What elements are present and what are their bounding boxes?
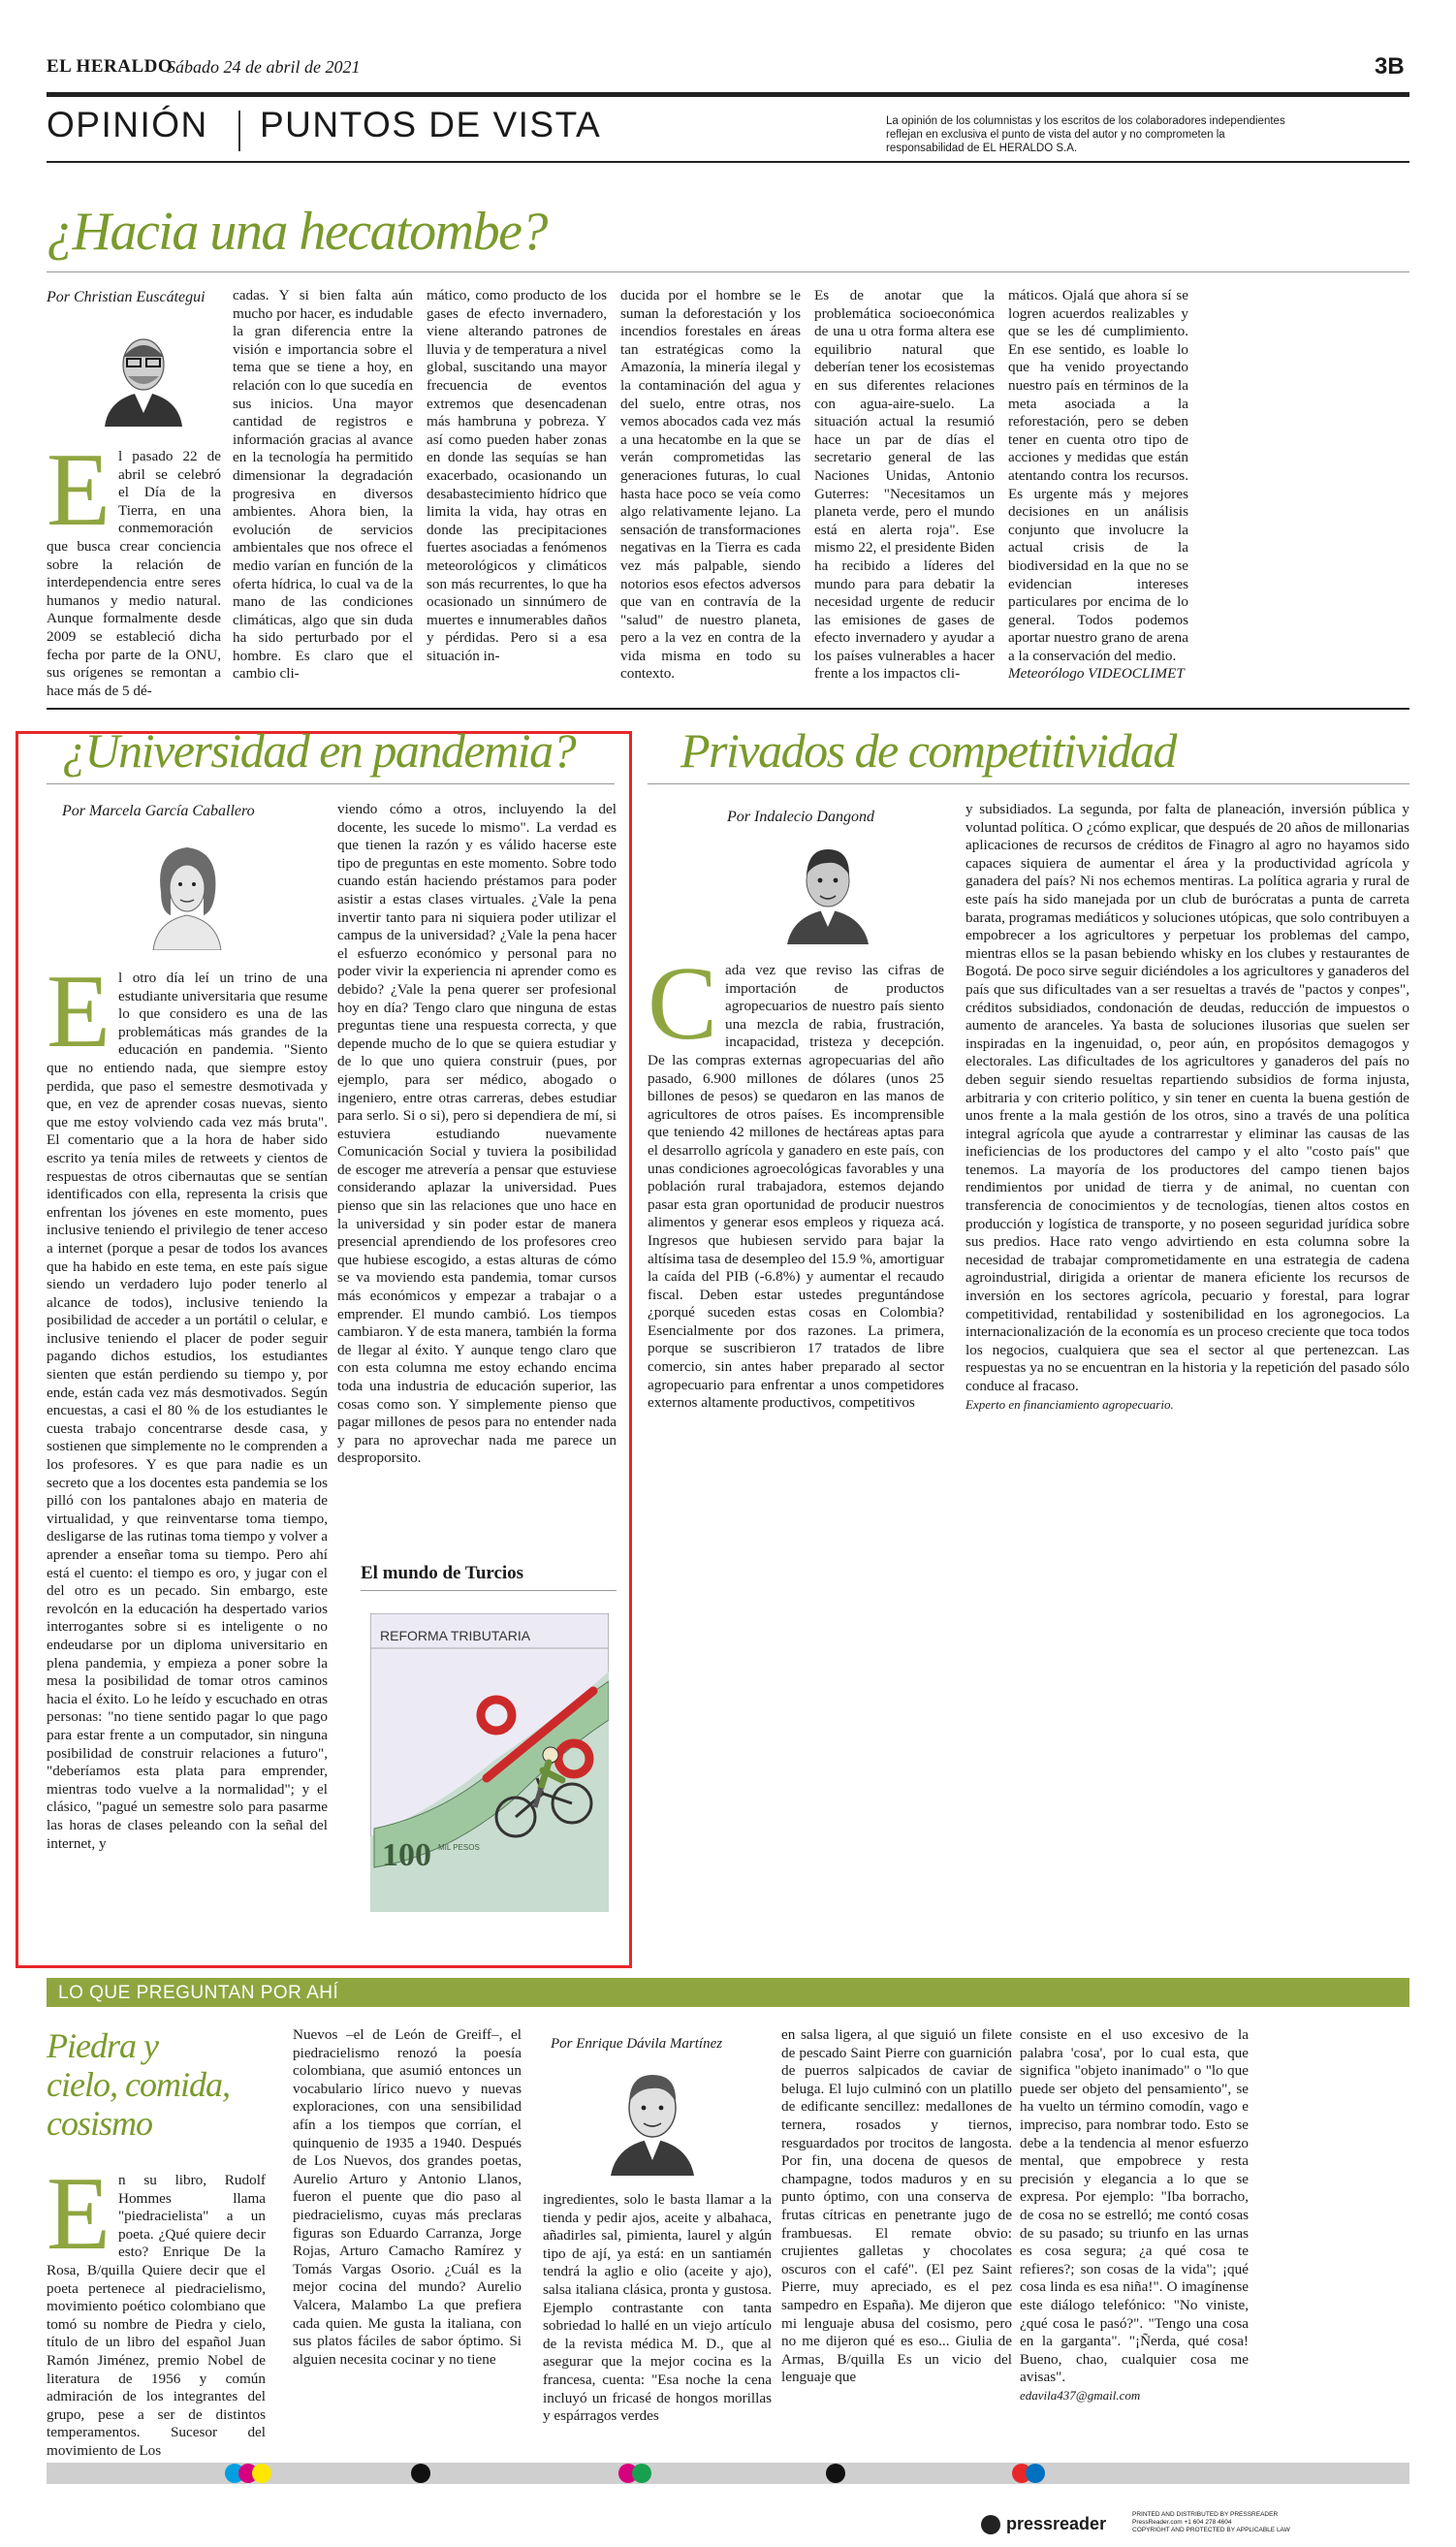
section-rule (47, 161, 1409, 163)
page-number: 3B (1375, 53, 1405, 80)
author-portrait-dangond (779, 836, 876, 944)
article1-title: ¿Hacia una hecatombe? (47, 202, 547, 262)
article2-dropcap: E (47, 954, 111, 1069)
article3-rule (648, 783, 1409, 784)
article3-column-1: C ada vez que reviso las cifras de importación de productos agropecuarios de nuestro país siento una mezcla de rabia, frustración, incapacidad, tristeza y decepción. De las compras externas agropecuarias del año pasado, 6.900 millones de dólares (unos 25 billones de pesos) se quedaron en las manos de agricultores de otros países. Es incomprensible que teniendo 42 millones de hectáreas aptas para el desarrollo agrícola y ganadero en este país, con unas condiciones agroecológicas favorables y una población rural trabajadora, estemos dejando pasar esta gran oportunidad de producir nuestros alimentos y generar esos empleos y riqueza acá. Ingresos que hubiesen servido para bajar la altísima tasa de desempleo del 15.9 %, amortiguar la caída del PIB (-6.8%) y aumentar el recaudo fiscal. Deben estar ustedes preguntándose ¿porqué suceden estas cosas en Colombia? Esencialmente por dos razones. La primera, porque se suscribieron 17 tratados de libre comercio, sin antes haber preparado al sector agropecuario para enfrentar a unos competidores externos altamente productivos, competitivos (648, 946, 944, 1412)
article2-title: ¿Universidad en pandemia? (62, 723, 576, 778)
svg-text:100: 100 (382, 1837, 431, 1873)
cartoon-rule (361, 1590, 617, 1591)
section-band-label: LO QUE PREGUNTAN POR AHÍ (58, 1983, 339, 2003)
article1-column-4: ducida por el hombre se le suman la deforestación y los incendios forestales en áreas tan estratégicas como la Amazonía, la minería ilegal y la contaminación del agua y del suelo, entre otras, nos vemos abocados cada vez más a una hecatombe en la que se verán comprometidas las generaciones futuras, lo cual hasta hace poco se veía como algo relativamente lejano. La sensación de transformaciones negativas en la Tierra es cada vez más palpable, siendo notorios esos efectos adversos que van en contravía de la "salud" de nuestro planeta, pero a la vez en contra de la vida misma en todo su contexto. (620, 287, 801, 683)
article4-column-1: E n su libro, Rudolf Hommes llama "piedracielista" a un poeta. ¿Qué quiere decir esto? Enrique De la Rosa, B/quilla Quiere decir que el poeta pertenece al piedracielismo, movimiento poético colombiano que tomó su nombre de Piedra y cielo, título de un libro del español Juan Ramón Jiménez, premio Nobel de literatura de 1956 y común admiración de los integrantes del grupo, pese a ser de distintos temperamentos. Sucesor del movimiento de Los (47, 2156, 266, 2459)
cartoon-title: El mundo de Turcios (361, 1563, 524, 1583)
article1-column-2: cadas. Y si bien falta aún mucho por hacer, es indudable la gran diferencia entre la visión e importancia sobre el tema que se tiene a hoy, en relación con lo que sucedía en sus inicios. Una mayor cantidad de registros e información gracias al avance en la tecnología ha permitido dimensionar la degradación progresiva en diversos ambientes. Ahora bien, la evolución de servicios ambientales que nos ofrece el medio varían en función de la oferta hídrica, lo cual va de la mano de las condiciones climáticas, algo que sin duda ha sido perturbado por el hombre. Es claro que el cambio cli- (233, 287, 413, 683)
article4-column-2: Nuevos –el de León de Greiff–, el piedracielismo renozó la poesía colombiana, que asumió entonces un vocabulario lírico nuevo y nuevas exploraciones, con una sensibilidad afín a los tiempos que corrían, el quinquenio de 1935 a 1940. Después de Los Nuevos, dos grandes poetas, Aurelio Arturo y Antonio Llanos, fueron el puente que dio paso al piedracielismo, cuyas más preclaras figuras son Eduardo Carranza, Jorge Rojas, Arturo Camacho Ramírez y Tomás Vargas Osorio. ¿Cuál es la mejor cocina del mundo? Aurelio Valcera, Malambo La que prefiera cada quien. Me gusta la italiana, con sus platos fáciles de sabor óptimo. Si alguien necesita cocinar y no tiene (293, 2026, 522, 2368)
author-portrait-euscategui (95, 320, 192, 427)
article3-title: Privados de competitividad (681, 723, 1176, 778)
author-email: edavila437@gmail.com (1020, 2387, 1141, 2403)
svg-text:REFORMA TRIBUTARIA: REFORMA TRIBUTARIA (380, 1628, 531, 1643)
article2-column-2: viendo cómo a otros, incluyendo la del docente, les sucede lo mismo". La verdad es que tienen la razón y es válido hacerse este tipo de preguntas en este momento. Sobre todo cuando están haciendo préstamos para poder asistir a estas clases virtuales. ¿Vale la pena invertir tanto para ni siquiera poder utilizar el campus de la universidad? ¿Vale la pena hacer el esfuerzo económico y personal para no poder vivir la experiencia ni aprender como es debido? ¿Vale la pena querer ser profesional hoy en día? Tengo claro que ninguna de estas preguntas tiene una respuesta correcta, y que depende mucho de lo que se quiera estudiar y de lo que uno quiera construir (pues, por ejemplo, para ser médico, abogado o ingeniero, entre otras carreras, debes estudiar para serlo. Si o si), pero si dependiera de mí, si estuviera estudiando nuevamente Comunicación Social y tuviera la posibilidad de escoger me atrevería a pensar que estuviese considerando aplazar la universidad. Pues pienso que sin las relaciones que uno hace en la universidad y sin poder estar de manera presencial aprendiendo de los profesores creo que hubiese escogido, a estas alturas de cómo se va moviendo esta pandemia, tomar cursos más económicos y empezar a trabajar o a emprender. El mundo cambió. Los tiempos cambiaron. Y de esta manera, también la forma de llegar al éxito. Y aunque tengo claro que con esta columna me estoy echando encima toda una industria de educación superior, las cosas como son. Y simplemente pienso que pagar millones de pesos para no entender nada y para no aprovechar nada me parece un desproporsito. (337, 801, 617, 1467)
article4-column-5: consiste en el uso excesivo de la palabra 'cosa', por lo cual esta, que significa "objeto inanimado" o "lo que puede ser objeto del pensamiento", se ha vuelto un término comodín, vago e impreciso, para nombrar todo. Esto se debe a la tendencia al menor esfuerzo mental, que empobrece y resta precisión y elegancia a lo que se expresa. Por ejemplo: "Iba borracho, de cosa no se estrelló; me contó cosas de su pasado; su triunfo en las urnas es cosa segura; ¿a qué cosa te refieres?; son cosas de la vida"; ¡qué cosa linda es esa niña!". O imagínense este diálogo telefónico: "No viniste, ¿qué cosa le pasó?". "Tengo una cosa en la garganta". "¡Ñerda, qué cosa! Bueno, chao, cualquier cosa me avisas". edavila437@gmail.com (1020, 2026, 1249, 2403)
article1-column-3: mático, como producto de los gases de efecto invernadero, viene alterando patrones de lluvia y de temperatura a nivel global, suscitando una mayor frecuencia de eventos extremos que desencadenan más hambruna y pobreza. Y así como pueden haber zonas en donde las sequías se han exacerbado, ocasionando un desabastecimiento hídrico que limita la vida, hay otras en donde las precipitaciones fuertes asociadas a fenómenos meteorológicos y climáticos son más recurrentes, lo que ha ocasionado un sinnúmero de muertes e innumerables daños y pérdidas. Pero si a esa situación in- (427, 287, 607, 664)
article4-byline: Por Enrique Dávila Martínez (551, 2036, 723, 2052)
masthead-rule (47, 92, 1409, 97)
article2-top-rule (47, 708, 1409, 710)
article3-signature: Experto en financiamiento agropecuario. (965, 1396, 1174, 1412)
section-divider (238, 111, 240, 151)
article1-rule (47, 271, 1409, 272)
article1-byline: Por Christian Euscátegui (47, 289, 206, 305)
paper-name: EL HERALDO (47, 56, 174, 77)
article4-column-3: ingredientes, solo le basta llamar a la tienda y pedir ajos, aceite y albahaca, añadirles sal, pimienta, laurel y algún tipo de ají, ya está: en un santiamén tendrá la aglio e olio (aceite y ajo), salsa italiana clásica, pronta y gustosa. Ejemplo contrastante con tanta sobriedad lo hallé en un viejo artículo de la revista médica M. D., que al asegurar que la mejor cocina es la francesa, cuenta: "Esa noche la cena incluyó un fricasé de hongos morillas y espárragos verdes (543, 2191, 772, 2425)
subsection-title: PUNTOS DE VISTA (260, 105, 602, 144)
cartoon-illustration (370, 1613, 609, 1912)
author-portrait-davila (599, 2059, 706, 2176)
section-title: OPINIÓN (47, 105, 208, 144)
register-dot-yellow (252, 2464, 271, 2483)
article4-column-4: en salsa ligera, al que siguió un filete de pescado Saint Pierre con guarnición de puerros salpicados de caviar de beluga. El lujo culminó con un platillo de edificante sencillez: medallones de ternera, rosados y tiernos, resguardados por trocitos de langosta. Por fin, una docena de quesos de champagne, todos maduros y en su punto óptimo, con una conserva de frutas cítricas en penetrante jugo de frambuesas. El remate obvio: crujientes galletas y chocolates oscuros con el café". (El pez Saint Pierre, muy apreciado, es el pez sampedro en España). Me dijeron que mi lenguaje abusa del cosismo, pero no me dijeron qué es eso... Giulia de Armas, B/quilla Es un vicio del lenguaje que (781, 2026, 1012, 2386)
article2-column-1: E l otro día leí un trino de una estudiante universitaria que resume lo que considero es una de las problemáticas más grandes de la educación en pandemia. "Siento que no entiendo nada, que siempre estoy perdida, que paso el semestre desmotivada y que, en vez de aprender cosas nuevas, siento que me estoy volviendo cada vez más bruta". El comentario que a la hora de haber sido escrito ya tenía miles de retweets y cientos de respuestas de otros cibernautas que se sentían identificados con ella, representa la crisis que enfrentan los jóvenes en este momento, pues inclusive teniendo el privilegio de tener acceso a internet (porque a pesar de todos los avances que ha habido en este tema, en este país sigue siendo un verdadero lujo poder tenerlo al alcance de todos), inclusive teniendo la posibilidad de acceder a un portátil o celular, e inclusive teniendo el placer de poder seguir pagando dichos estudios, los estudiantes sienten que están perdiendo su tiempo y, por ende, están cada vez más desmotivados. Según encuestas, a casi el 80 % de los estudiantes le cuesta trabajo concentrarse desde casa, y sostienen que simplemente no le comprenden a los profesores. Y es que para nadie es un secreto que a los docentes esta pandemia se los pilló con los pantalones abajo en materia de virtualidad, y que reinventarse toma tiempo, desligarse de las rutinas toma tiempo y volver a aprender a enseñar toma su tiempo. Pero ahí está el cuento: el tiempo es oro, y jugar con el del otro es un pecado. Sin embargo, este revolcón en la educación ha despertado varios interrogantes sobre si es inteligente o no endeudarse por un diploma universitario en plena pandemia, y empieza a poner sobre la mesa la posibilidad de tomar otros caminos hacia el éxito. Lo he leído y escuchado en otras personas: "no tiene sentido pagar lo que pago para estar frente a un computador, sin ninguna posibilidad de construir relaciones a futuro", "deberíamos esta plata para emprender, mientras todo vuelve a la normalidad"; y el clásico, "pagué un semestre solo para pasarme las horas de clases peleando con la señal del internet, y (47, 954, 328, 1852)
article1-signature: Meteorólogo VIDEOCLIMET (1008, 665, 1185, 683)
pressreader-info: PRINTED AND DISTRIBUTED BY PRESSREADER PressReader.com +1 604 278 4604 COPYRIGHT AND PROTECTED BY APPLICABLE LAW (1132, 2511, 1290, 2533)
section-band (47, 1978, 1409, 2007)
pressreader-brand: pressreader (1006, 2514, 1107, 2533)
svg-text:MIL PESOS: MIL PESOS (438, 1843, 480, 1852)
article3-byline: Por Indalecio Dangond (727, 809, 874, 825)
article1-column-6: máticos. Ojalá que ahora sí se logren acuerdos realizables y que se les dé cumplimiento. En ese sentido, es loable lo que ha venido proyectando nuestro país en términos de la meta asociada a la reforestación, pero se deben tener en cuenta otro tipo de acciones y medidas que están atentando contra los recursos. Es urgente más y mejores decisiones en un análisis conjunto que involucre la actual crisis de la biodiversidad en la que no se evidencian intereses particulares por encima de lo general. Todos podemos aportar nuestro grano de arena a la conservación del medio. Meteorólogo VIDEOCLIMET (1008, 287, 1188, 683)
pressreader-logo[interactable] (981, 2513, 1136, 2538)
pressreader-icon (981, 2515, 1000, 2534)
article2-byline: Por Marcela García Caballero (62, 803, 255, 819)
register-dot-blue (1026, 2464, 1045, 2483)
article2-rule (47, 783, 615, 784)
register-dot-black-1 (411, 2464, 430, 2483)
article1-dropcap: E (47, 432, 111, 548)
disclaimer: La opinión de los columnistas y los escritos de los colaboradores independientes reflejan en exclusiva el punto de vista del autor y no comprometen la responsabilidad de EL HERALDO S.A. (886, 115, 1285, 154)
article4-title: Piedra y cielo, comida, cosismo (47, 2026, 230, 2143)
register-dot-black-2 (826, 2464, 845, 2483)
issue-date: Sábado 24 de abril de 2021 (167, 57, 361, 77)
article1-column-5: Es de anotar que la problemática socioeconómica de una u otra forma altera ese equilibrio natural que deberían tener los ecosistemas en sus diferentes relaciones con agua-aire-suelo. La situación actual la resumió hace un par de días el secretario general de las Naciones Unidas, Antonio Guterres: "Necesitamos un planeta verde, pero el mundo está en alerta roja". Ese mismo 22, el presidente Biden ha recibido a líderes del mundo para para debatir la necesidad urgente de reducir las emisiones de gases de efecto invernadero y ayudar a los países vulnerables a hacer frente a los impactos cli- (814, 287, 995, 683)
article4-dropcap: E (47, 2156, 111, 2272)
register-dot-green (632, 2464, 651, 2483)
author-portrait-garcia (134, 834, 240, 950)
article1-column-1: E l pasado 22 de abril se celebró el Día de la Tierra, en una conmemoración que busca crear conciencia sobre la relación de interdependencia entre seres humanos y medio natural. Aunque formalmente desde 2009 se estableció dicha fecha por parte de la ONU, sus orígenes se remontan a hace más de 5 dé- (47, 432, 221, 699)
article3-dropcap: C (648, 946, 718, 1062)
article3-column-2: y subsidiados. La segunda, por falta de planeación, inversión pública y voluntad política. O ¿cómo explicar, que después de 20 años de millonarias aplicaciones de recursos de créditos de Finagro al agro no hayamos sido capaces siquiera de aumentar el área y la productividad agrícola y ganadera del país? Ni nos echemos mentiras. La política agraria y rural de este país ha sido manejada por un club de burócratas a punta de carreta barata, programas mediáticos y soluciones utópicas, que solo contribuyen a empobrecer a los agricultores y perpetuar los problemas del campo, mientras ellos se la pasan bebiendo whisky en los clubes y restaurantes de Bogotá. De poco sirve seguir diciéndoles a los agricultores y ganaderos del país que sus dificultades van a ser resueltas a través de "pactos y conpes", créditos subsidiados, condonación de deudas, reducción de impuestos o aumento de aranceles. Ya basta de soluciones ilusorias que suelen ser inspiradas en la ingenuidad, o, peor aún, en propósitos demagogos y electorales. Las dificultades de los agricultores y ganaderos del país no deben seguir siendo resueltas repartiendo subsidios de forma injusta, arbitraria y con criterio político, y sin tener en cuenta la buena gestión de unos frente a la mala gestión de los otros, sino a través de una política integral agrícola que ayude a contrarrestar y eliminar las causas de las ineficiencias de los productores del campo y el alto "costo país" que tenemos. La mayoría de los productores del campo tienen bajos rendimientos por unidad de tierra y de animal, no cuentan con transferencia de conocimientos y de tecnologías, tienen altos costos en producción y logística de transporte, y no poseen seguridad jurídica sobre sus predios. Hace rato vengo advirtiendo en esta columna sobre la necesidad de trabajar comprometidamente en una estrategia de cadena agroindustrial, dirigida a orientar de manera eficiente los recursos de inversión en los sectores agrícola, pecuario y forestal, para lograr competitividad, rentabilidad y sostenibilidad en los agronegocios. La internacionalización de la economía es un proceso creciente que toca todos los negocios, cualquiera que sea el sector al que pertenezcan. Las respuestas ya no se encuentran en la historia y la repetición del pasado sólo conduce al fracaso. Experto en financiamiento agropecuario. (965, 801, 1409, 1412)
